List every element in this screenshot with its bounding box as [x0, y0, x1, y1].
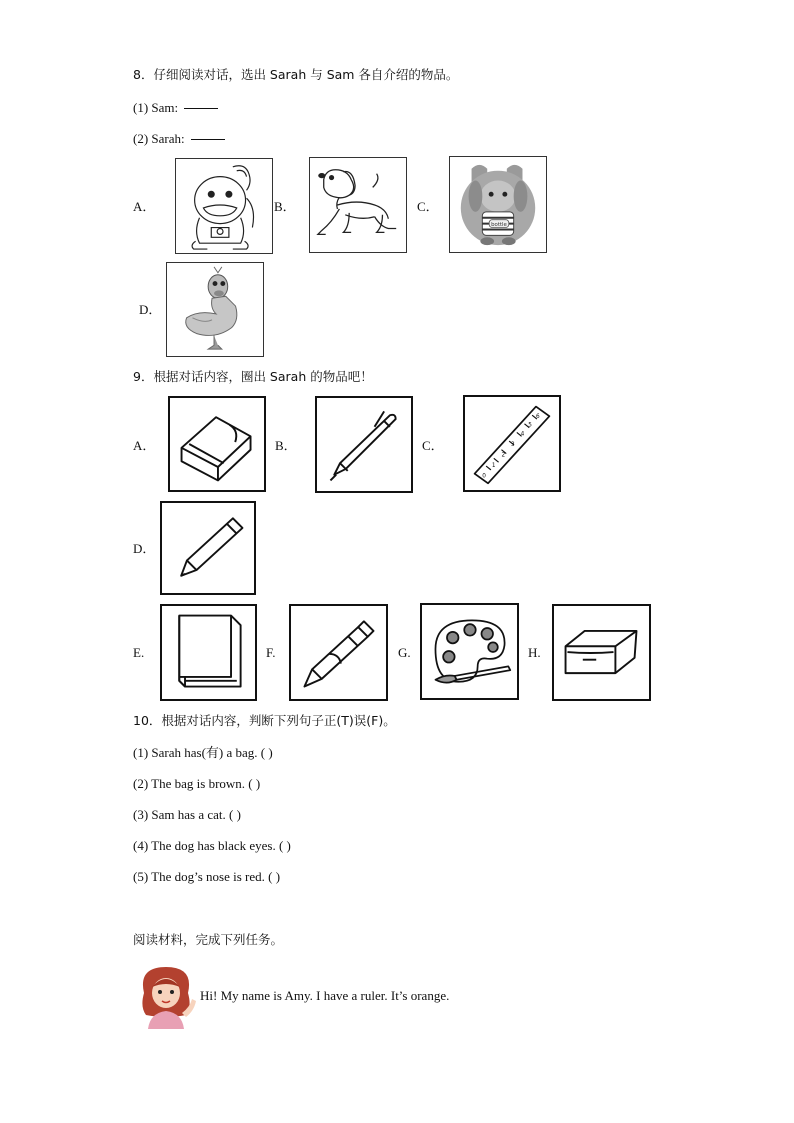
- ruler-number: 4: [520, 431, 525, 438]
- answer-blank[interactable]: [184, 108, 218, 109]
- q8-title: 8．仔细阅读对话，选出 Sarah 与 Sam 各自介绍的物品。: [133, 67, 459, 82]
- duck-toy-image[interactable]: [166, 262, 264, 357]
- ruler-number: 2: [501, 452, 506, 459]
- amy-avatar: [134, 963, 198, 1029]
- pencil-case-image[interactable]: [552, 604, 651, 701]
- crayon-icon: [291, 606, 386, 699]
- ruler-number: 3: [511, 441, 515, 448]
- pen-icon: [317, 398, 411, 491]
- q10-item-1: (1) Sarah has(有) a bag. ( ): [133, 745, 273, 760]
- q8-item-2: (2) Sarah:: [133, 131, 225, 147]
- rabbit-backpack-image[interactable]: [449, 156, 547, 253]
- q8-option-a-label: A．: [133, 199, 156, 214]
- pencil-icon: [162, 503, 254, 593]
- q10-item-3: (3) Sam has a cat. ( ): [133, 807, 241, 822]
- backpack-label: bottle: [491, 222, 507, 229]
- book-icon: [162, 606, 255, 699]
- pencil-image[interactable]: [160, 501, 256, 595]
- q10-item-5: (5) The dog’s nose is red. ( ): [133, 869, 281, 884]
- q10-title: 10．根据对话内容，判断下列句子正(T)误(F)。: [133, 713, 396, 728]
- ruler-number: 6: [535, 414, 540, 421]
- q9-option-d-label: D．: [133, 541, 156, 556]
- girl-icon: [134, 963, 198, 1029]
- q10-item-2: (2) The bag is brown. ( ): [133, 776, 261, 791]
- duck-backpack-image[interactable]: [175, 158, 273, 254]
- amy-intro-text: Hi! My name is Amy. I have a ruler. It’s orange.: [200, 988, 450, 1003]
- q9-option-a-label: A．: [133, 438, 156, 453]
- q8-option-d-label: D．: [139, 302, 162, 317]
- ruler-image[interactable]: [463, 395, 561, 492]
- crayon-image[interactable]: [289, 604, 388, 701]
- q8-option-b-label: B．: [274, 199, 296, 214]
- dog-toy-image[interactable]: [309, 157, 407, 253]
- rabbit-backpack-icon: [450, 157, 546, 252]
- q9-option-g-label: G.: [398, 645, 411, 660]
- pencil-case-icon: [554, 606, 649, 699]
- answer-blank[interactable]: [191, 139, 225, 140]
- ruler-number: 5: [528, 422, 532, 429]
- q8-option-c-label: C．: [417, 199, 439, 214]
- duck-icon: [167, 263, 263, 356]
- palette-icon: [422, 605, 517, 698]
- q9-option-f-label: F.: [266, 645, 276, 660]
- dog-icon: [310, 158, 406, 252]
- q9-option-e-label: E.: [133, 645, 145, 660]
- ruler-icon: [465, 397, 559, 490]
- duck-backpack-icon: [176, 159, 272, 253]
- book-image[interactable]: [160, 604, 257, 701]
- ruler-number: 1: [491, 462, 496, 469]
- palette-image[interactable]: [420, 603, 519, 700]
- q9-title: 9．根据对话内容，圈出 Sarah 的物品吧！: [133, 369, 373, 384]
- eraser-icon: [170, 398, 264, 490]
- q8-item-1: (1) Sam:: [133, 100, 218, 116]
- pen-image[interactable]: [315, 396, 413, 493]
- ruler-number: 0: [482, 473, 486, 480]
- eraser-image[interactable]: [168, 396, 266, 492]
- q10-item-4: (4) The dog has black eyes. ( ): [133, 838, 291, 853]
- q9-option-h-label: H.: [528, 645, 541, 660]
- q9-option-c-label: C．: [422, 438, 444, 453]
- reading-title: 阅读材料，完成下列任务。: [133, 932, 284, 947]
- q9-option-b-label: B．: [275, 438, 297, 453]
